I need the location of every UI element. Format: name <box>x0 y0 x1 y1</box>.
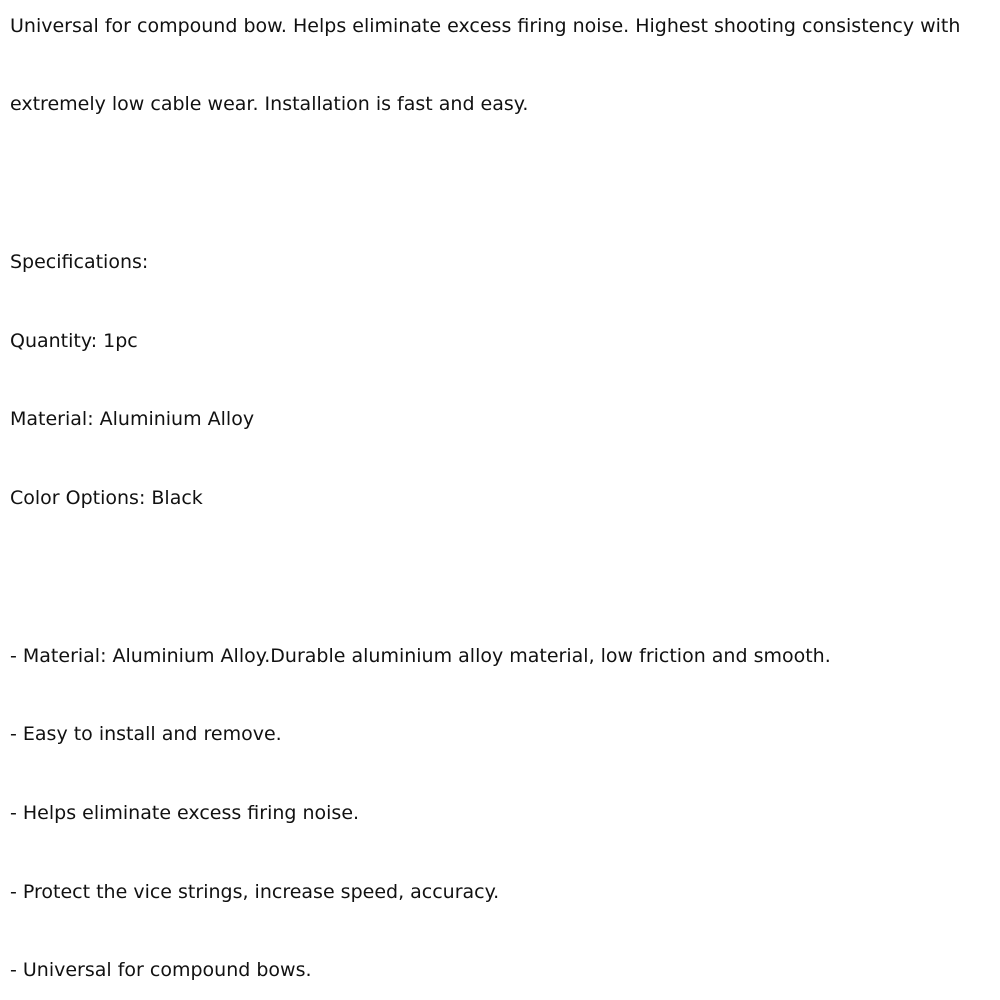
spec-color-options: Color Options: Black <box>10 487 203 509</box>
feature-item: - Helps eliminate excess firing noise. <box>10 802 360 824</box>
intro-line-2: extremely low cable wear. Installation is fast and easy. <box>10 93 529 115</box>
spec-material: Material: Aluminium Alloy <box>10 408 255 430</box>
intro-line-1: Universal for compound bow. Helps eliminate excess firing noise. Highest shooting consistency with <box>10 15 961 37</box>
feature-item: - Universal for compound bows. <box>10 959 312 981</box>
feature-item: - Easy to install and remove. <box>10 723 282 745</box>
specifications-heading: Specifications: <box>10 251 149 273</box>
feature-item: - Protect the vice strings, increase speed, accuracy. <box>10 881 500 903</box>
spec-quantity: Quantity: 1pc <box>10 330 138 352</box>
feature-item: - Material: Aluminium Alloy.Durable aluminium alloy material, low friction and smooth. <box>10 645 831 667</box>
